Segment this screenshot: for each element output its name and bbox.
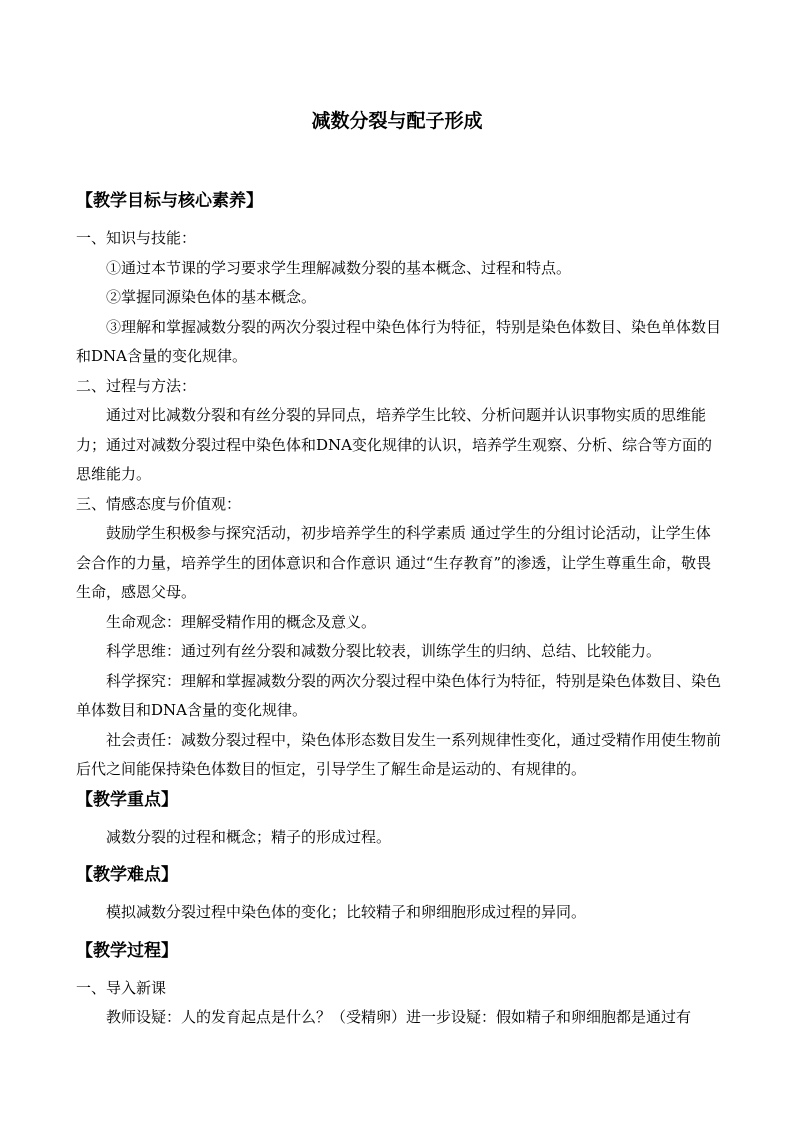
intro-text: 教师设疑：人的发育起点是什么？（受精卵）进一步设疑：假如精子和卵细胞都是通过有	[106, 1008, 692, 1026]
attitude-heading: 三、情感态度与价值观：	[76, 494, 242, 513]
key-points-text: 减数分裂的过程和概念；精子的形成过程。	[106, 827, 392, 846]
social-responsibility-text: 社会责任：减数分裂过程中，染色体形态数目发生一系列规律性变化，通过受精作用使生物前后代之间能保持染色体数目的恒定，引导学生了解生命是运动的、有规律的。	[76, 730, 722, 778]
difficulty-text: 模拟减数分裂过程中染色体的变化；比较精子和卵细胞形成过程的异同。	[106, 903, 587, 921]
procedure-heading: 【教学过程】	[76, 940, 178, 961]
document-body	[76, 186, 724, 1033]
intro-heading: 一、导入新课	[76, 978, 167, 997]
life-concept-text: 生命观念：理解受精作用的概念及意义。	[106, 612, 377, 631]
process-heading: 二、过程与方法：	[76, 376, 197, 395]
knowledge-item-3: ③理解和掌握减数分裂的两次分裂过程中染色体行为特征，特别是染色体数目、染色单体数目和DNA含量的变化规律。	[76, 317, 722, 365]
scientific-inquiry-text: 科学探究：理解和掌握减数分裂的两次分裂过程中染色体行为特征，特别是染色体数目、染色单体数目和DNA含量的变化规律。	[76, 671, 722, 719]
knowledge-heading: 一、知识与技能：	[76, 229, 197, 247]
knowledge-item-2: ②掌握同源染色体的基本概念。	[106, 288, 317, 306]
attitude-text: 鼓励学生积极参与探究活动，初步培养学生的科学素质 通过学生的分组讨论活动，让学生体会合作的力量，培养学生的团体意识和合作意识 通过“生存教育”的渗透，让学生尊重生命，敬畏生命，感恩父母。	[76, 524, 712, 601]
knowledge-item-1: ①通过本节课的学习要求学生理解减数分裂的基本概念、过程和特点。	[106, 258, 572, 277]
difficulty-heading: 【教学难点】	[76, 865, 178, 885]
key-points-heading: 【教学重点】	[76, 789, 178, 810]
page-title: 减数分裂与配子形成	[311, 110, 483, 132]
process-text: 通过对比减数分裂和有丝分裂的异同点，培养学生比较、分析问题并认识事物实质的思维能力；通过对减数分裂过程中染色体和DNA变化规律的认识，培养学生观察、分析、综合等方面的思维能力。	[76, 406, 712, 483]
scientific-thinking-text: 科学思维：通过列有丝分裂和减数分裂比较表，训练学生的归纳、总结、比较能力。	[106, 642, 662, 660]
objectives-heading: 【教学目标与核心素养】	[76, 191, 263, 211]
